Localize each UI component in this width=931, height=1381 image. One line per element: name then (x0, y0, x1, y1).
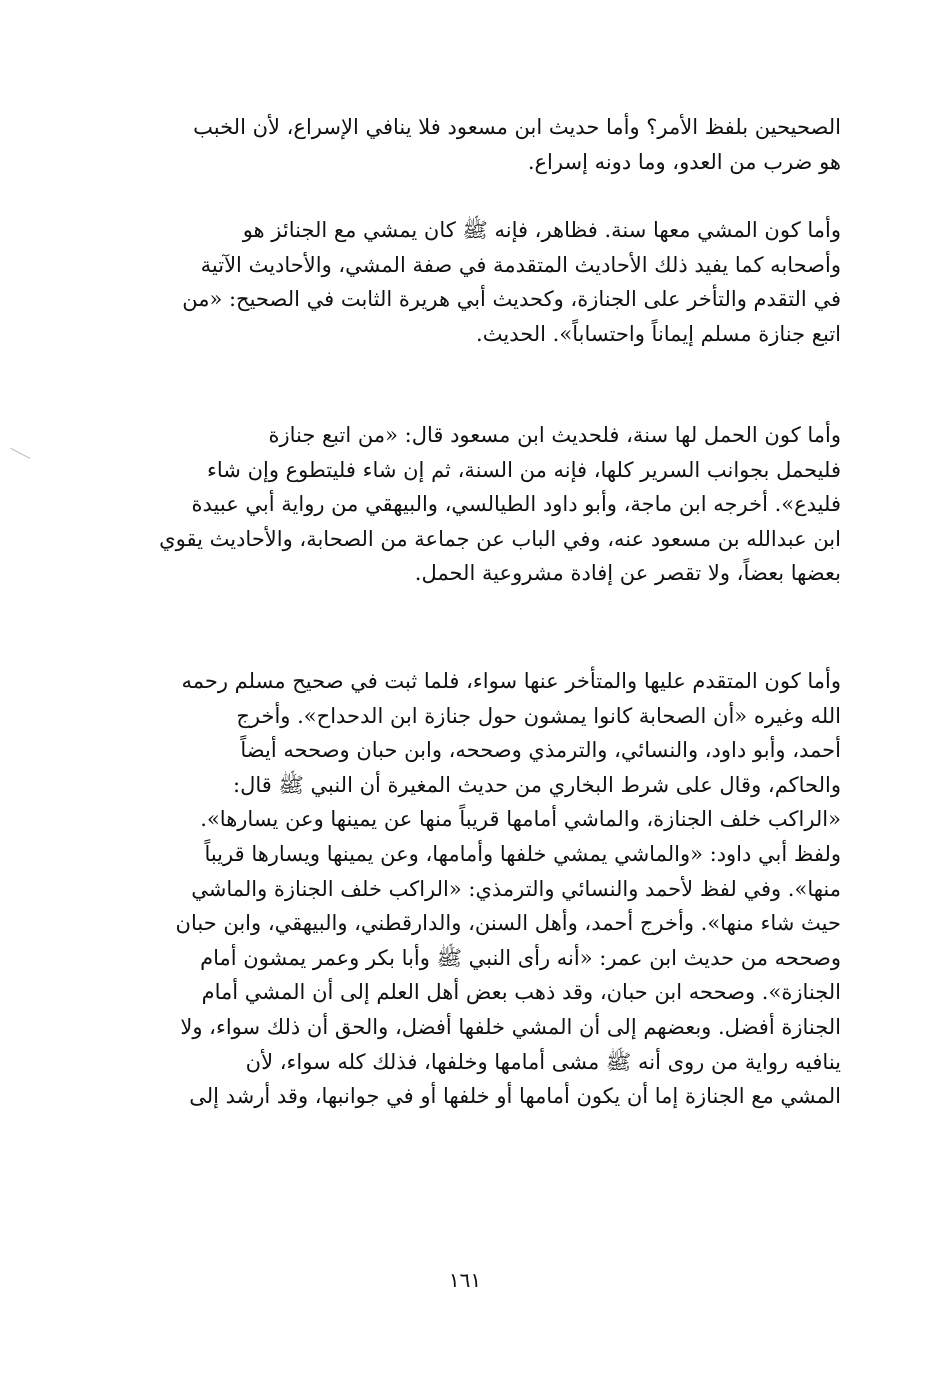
text-line: وأصحابه كما يفيد ذلك الأحاديث المتقدمة في صفة المشي، والأحاديث الآتية (200, 252, 841, 277)
paragraph-1 (133, 110, 841, 179)
text-line: وأما كون المشي معها سنة. فظاهر، فإنه ﷺ كان يمشي مع الجنائز هو (242, 218, 841, 242)
text-line: ولفظ أبي داود: «والماشي يمشي خلفها وأمامها، وعن يمينها ويسارها قريباً (204, 841, 841, 866)
text-line: الصحيحين بلفظ الأمر؟ وأما حديث ابن مسعود فلا ينافي الإسراع، لأن الخبب (193, 115, 841, 139)
text-line: الجنازة أفضل. وبعضهم إلى أن المشي خلفها أفضل، والحق أن ذلك سواء، ولا (180, 1014, 841, 1039)
text-line: وصححه من حديث ابن عمر: «أنه رأى النبي ﷺ وأبا بكر وعمر يمشون أمام (200, 945, 841, 970)
text-line: وأما كون المتقدم عليها والمتأخر عنها سواء، فلما ثبت في صحيح مسلم رحمه (181, 669, 841, 693)
text-line: في التقدم والتأخر على الجنازة، وكحديث أبي هريرة الثابت في الصحيح: «من (182, 287, 841, 312)
text-line: الجنازة». وصححه ابن حبان، وقد ذهب بعض أهل العلم إلى أن المشي أمام (201, 980, 841, 1005)
paragraph-2 (133, 213, 841, 351)
text-line: والحاكم، وقال على شرط البخاري من حديث المغيرة أن النبي ﷺ قال: (233, 772, 841, 797)
text-line: أحمد، وأبو داود، والنسائي، والترمذي وصححه، وابن حبان وصححه أيضاً (240, 738, 841, 763)
text-line: اتبع جنازة مسلم إيماناً واحتساباً». الحديث. (476, 321, 841, 346)
text-line: منها». وفي لفظ لأحمد والنسائي والترمذي: «الراكب خلف الجنازة والماشي (191, 876, 841, 901)
text-line: فليدع». أخرجه ابن ماجة، وأبو داود الطيالسي، والبيهقي من رواية أبي عبيدة (191, 492, 841, 517)
text-line: الله وغيره «أن الصحابة كانوا يمشون حول جنازة ابن الدحداح». وأخرج (236, 703, 841, 728)
text-line: المشي مع الجنازة إما أن يكون أمامها أو خلفها أو في جوانبها، وقد أرشد إلى (189, 1084, 841, 1109)
text-line: ابن عبدالله بن مسعود عنه، وفي الباب عن جماعة من الصحابة، والأحاديث يقوي (159, 526, 841, 551)
scan-artifact (4, 448, 30, 472)
paragraph-3 (133, 418, 841, 591)
text-line: هو ضرب من العدو، وما دونه إسراع. (527, 149, 841, 174)
text-line: «الراكب خلف الجنازة، والماشي أمامها قريباً منها عن يمينها وعن يسارها». (200, 807, 841, 832)
text-line: فليحمل بجوانب السرير كلها، فإنه من السنة، ثم إن شاء فليتطوع وإن شاء (207, 457, 841, 482)
text-line: وأما كون الحمل لها سنة، فلحديث ابن مسعود قال: «من اتبع جنازة (268, 423, 841, 447)
paragraph-4 (133, 664, 841, 1114)
text-line: حيث شاء منها». وأخرج أحمد، وأهل السنن، والدارقطني، والبيهقي، وابن حبان (175, 911, 841, 936)
text-line: ينافيه رواية من روى أنه ﷺ مشى أمامها وخلفها، فذلك كله سواء، لأن (245, 1049, 841, 1074)
text-line: بعضها بعضاً، ولا تقصر عن إفادة مشروعية الحمل. (414, 561, 841, 586)
page-number: ١٦١ (448, 1268, 482, 1292)
